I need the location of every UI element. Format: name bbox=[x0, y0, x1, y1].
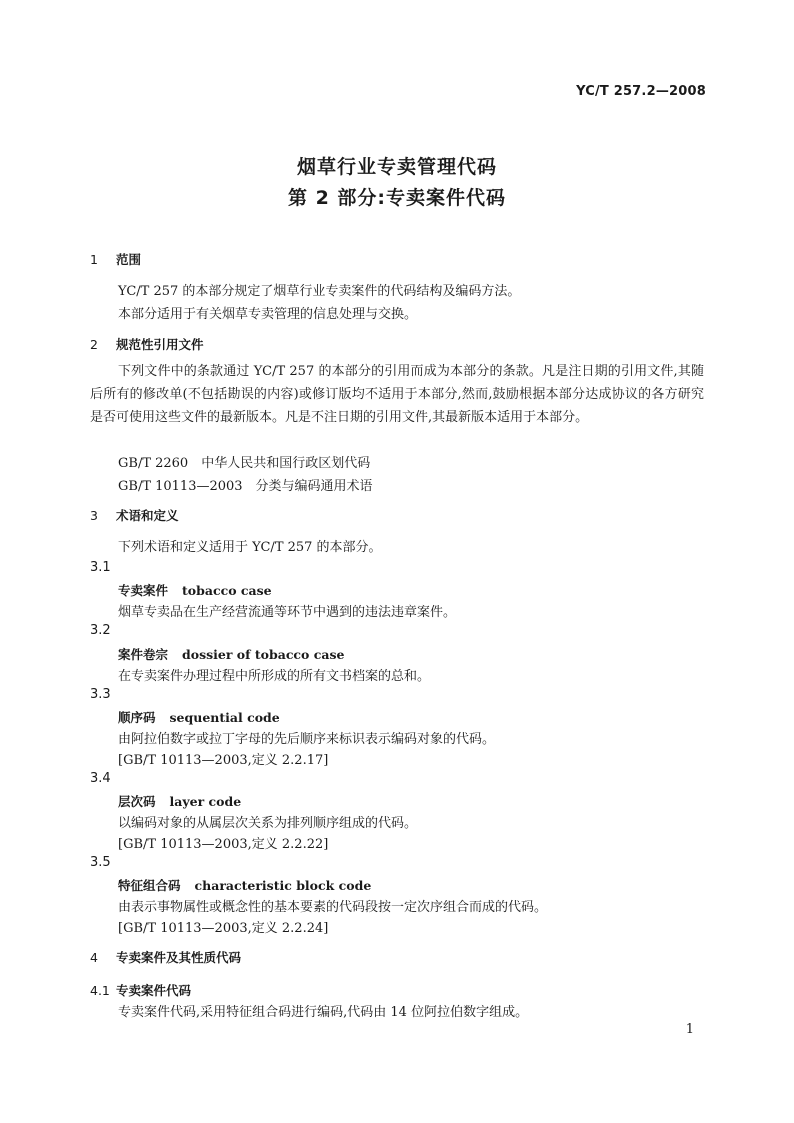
subsection-title: 专卖案件代码 bbox=[116, 983, 192, 998]
section-title: 范围 bbox=[116, 252, 142, 267]
term-en: tobacco case bbox=[182, 583, 272, 598]
section-number: 2 bbox=[90, 337, 98, 352]
term-heading bbox=[118, 645, 344, 663]
term-zh: 专卖案件 bbox=[118, 583, 169, 598]
section-number: 1 bbox=[90, 252, 98, 267]
terms-intro: 下列术语和定义适用于 YC/T 257 的本部分。 bbox=[118, 540, 382, 555]
term-zh: 层次码 bbox=[118, 794, 156, 809]
document-subtitle: 第 2 部分:专卖案件代码 bbox=[287, 187, 507, 209]
term-en: characteristic block code bbox=[194, 878, 372, 893]
term-source: [GB/T 10113—2003,定义 2.2.17] bbox=[118, 753, 329, 768]
section-title: 术语和定义 bbox=[116, 508, 179, 523]
term-source: [GB/T 10113—2003,定义 2.2.24] bbox=[118, 921, 329, 936]
clause-number: 3.3 bbox=[90, 687, 111, 702]
section-number: 3 bbox=[90, 508, 98, 523]
reference-item: GB/T 10113—2003 分类与编码通用术语 bbox=[118, 479, 373, 494]
term-heading bbox=[118, 876, 371, 894]
normative-paragraph: 下列文件中的条款通过 YC/T 257 的本部分的引用而成为本部分的条款。凡是注日期的引用文件,其随后所有的修改单(不包括勘误的内容)或修订版均不适用于本部分,然而,鼓励根据本部分达成协议的各方研究是否可使用这些文件的最新版本。凡是不注日期的引用文件,其最新版本适用于本部分。 bbox=[90, 364, 704, 425]
term-source: [GB/T 10113—2003,定义 2.2.22] bbox=[118, 837, 329, 852]
clause-number: 3.1 bbox=[90, 560, 111, 575]
term-zh: 案件卷宗 bbox=[118, 647, 169, 662]
document-title: 烟草行业专卖管理代码 bbox=[296, 156, 497, 178]
section-title: 规范性引用文件 bbox=[116, 337, 204, 352]
term-definition: 烟草专卖品在生产经营流通等环节中遇到的违法违章案件。 bbox=[118, 605, 457, 620]
section-3-heading bbox=[90, 506, 179, 524]
term-definition: 由表示事物属性或概念性的基本要素的代码段按一定次序组合而成的代码。 bbox=[118, 900, 548, 915]
scope-line-1: YC/T 257 的本部分规定了烟草行业专卖案件的代码结构及编码方法。 bbox=[118, 284, 521, 299]
section-title: 专卖案件及其性质代码 bbox=[116, 950, 242, 965]
term-en: dossier of tobacco case bbox=[182, 647, 345, 662]
term-definition: 在专卖案件办理过程中所形成的所有文书档案的总和。 bbox=[118, 669, 431, 684]
standard-code: YC/T 257.2—2008 bbox=[576, 84, 706, 99]
section-2-heading bbox=[90, 335, 204, 353]
term-heading bbox=[118, 792, 241, 810]
term-en: layer code bbox=[169, 794, 242, 809]
term-en: sequential code bbox=[169, 710, 280, 725]
subsection-number: 4.1 bbox=[90, 983, 110, 998]
subsection-text: 专卖案件代码,采用特征组合码进行编码,代码由 14 位阿拉伯数字组成。 bbox=[118, 1005, 529, 1020]
section-1-heading bbox=[90, 250, 141, 268]
page-number: 1 bbox=[685, 1022, 694, 1037]
term-heading bbox=[118, 708, 280, 726]
term-zh: 顺序码 bbox=[118, 710, 156, 725]
reference-item: GB/T 2260 中华人民共和国行政区划代码 bbox=[118, 456, 371, 471]
clause-number: 3.4 bbox=[90, 771, 111, 786]
section-number: 4 bbox=[90, 950, 98, 965]
clause-number: 3.2 bbox=[90, 623, 111, 638]
term-definition: 以编码对象的从属层次关系为排列顺序组成的代码。 bbox=[118, 816, 418, 831]
term-heading bbox=[118, 581, 272, 599]
section-4-heading bbox=[90, 948, 241, 966]
term-zh: 特征组合码 bbox=[118, 878, 181, 893]
clause-number: 3.5 bbox=[90, 855, 111, 870]
subsection-4-1-heading bbox=[90, 981, 191, 999]
scope-line-2: 本部分适用于有关烟草专卖管理的信息处理与交换。 bbox=[118, 307, 418, 322]
term-definition: 由阿拉伯数字或拉丁字母的先后顺序来标识表示编码对象的代码。 bbox=[118, 732, 496, 747]
